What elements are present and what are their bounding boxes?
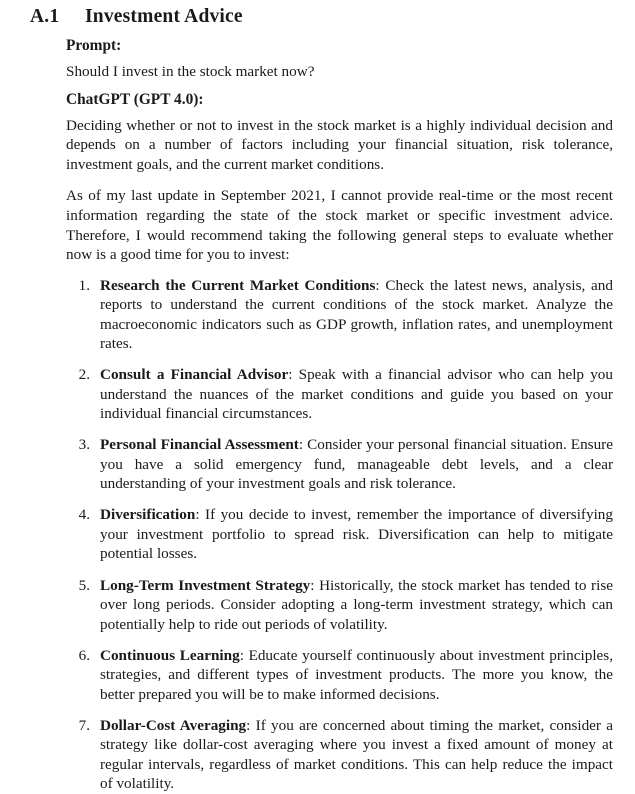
section-number: A.1 — [30, 6, 60, 27]
step-number: 6. — [78, 646, 90, 664]
step-number: 3. — [78, 436, 90, 454]
step-separator: : — [310, 576, 320, 594]
step-number: 1. — [78, 276, 90, 294]
step-title: Consult a Financial Advisor — [100, 366, 289, 384]
step-number: 7. — [78, 716, 90, 734]
section-heading — [0, 0, 635, 28]
step-title: Dollar-Cost Averaging — [100, 716, 247, 734]
prompt-label: Prompt: — [66, 37, 122, 54]
document-content — [0, 37, 635, 794]
list-item — [66, 646, 613, 705]
step-title: Personal Financial Assessment — [100, 436, 299, 454]
step-body: If you are concerned about timing the market, consider a strategy like dollar-cost averaging where you invest a fixed amount of money at regular intervals, regardless of market conditions. This can help reduce the impact of volatility. — [100, 716, 613, 793]
step-number: 2. — [78, 366, 90, 384]
step-separator: : — [375, 276, 386, 294]
list-item — [66, 435, 613, 494]
step-body: Check the latest news, analysis, and reports to understand the current conditions of the stock market. Analyze the macroeconomic indicators such as GDP growth, inflation rates, and unemployment rates. — [100, 276, 613, 353]
step-body: Historically, the stock market has tended to rise over long periods. Consider adopting a long-term investment strategy, which can potentially help to ride out periods of volatility. — [100, 576, 613, 633]
response-paragraph-1: Deciding whether or not to invest in the stock market is a highly individual decision and depends on a number of factors including your financial situation, risk tolerance, investment goals, and the current market conditions. — [66, 116, 613, 173]
step-separator: : — [195, 506, 206, 524]
list-item — [66, 576, 613, 635]
step-title: Continuous Learning — [100, 646, 240, 664]
step-number: 4. — [78, 506, 90, 524]
step-body: Speak with a financial advisor who can help you understand the nuances of the market conditions and guide you based on your individual financial circumstances. — [100, 366, 613, 423]
step-body: Educate yourself continuously about investment principles, strategies, and different types of investment products. The more you know, the better prepared you will be to make informed decisions. — [100, 646, 613, 703]
step-title: Long-Term Investment Strategy — [100, 576, 311, 594]
list-item — [66, 365, 613, 424]
step-separator: : — [246, 716, 256, 734]
list-item — [66, 505, 613, 564]
section-title: Investment Advice — [85, 6, 243, 27]
step-separator: : — [288, 366, 299, 384]
prompt-text: Should I invest in the stock market now? — [66, 63, 315, 81]
step-title: Research the Current Market Conditions — [100, 276, 376, 294]
step-body: Consider your personal financial situation. Ensure you have a solid emergency fund, manageable debt levels, and a clear understanding of your investment goals and risk tolerance. — [100, 436, 613, 493]
step-separator: : — [298, 436, 308, 454]
step-title: Diversification — [100, 506, 196, 524]
response-label: ChatGPT (GPT 4.0): — [66, 90, 204, 108]
list-item — [66, 716, 613, 794]
step-separator: : — [239, 646, 249, 664]
list-item — [66, 276, 613, 354]
step-number: 5. — [78, 576, 90, 594]
response-paragraph-2: As of my last update in September 2021, I cannot provide real-time or the most recent information regarding the state of the stock market or specific investment advice. Therefore, I would recommend taking the following general steps to evaluate whether now is a good time for you to invest: — [66, 187, 613, 264]
steps-list — [66, 276, 613, 794]
step-body: If you decide to invest, remember the importance of diversifying your investment portfolio to spread risk. Diversification can help to mitigate potential losses. — [100, 506, 613, 563]
